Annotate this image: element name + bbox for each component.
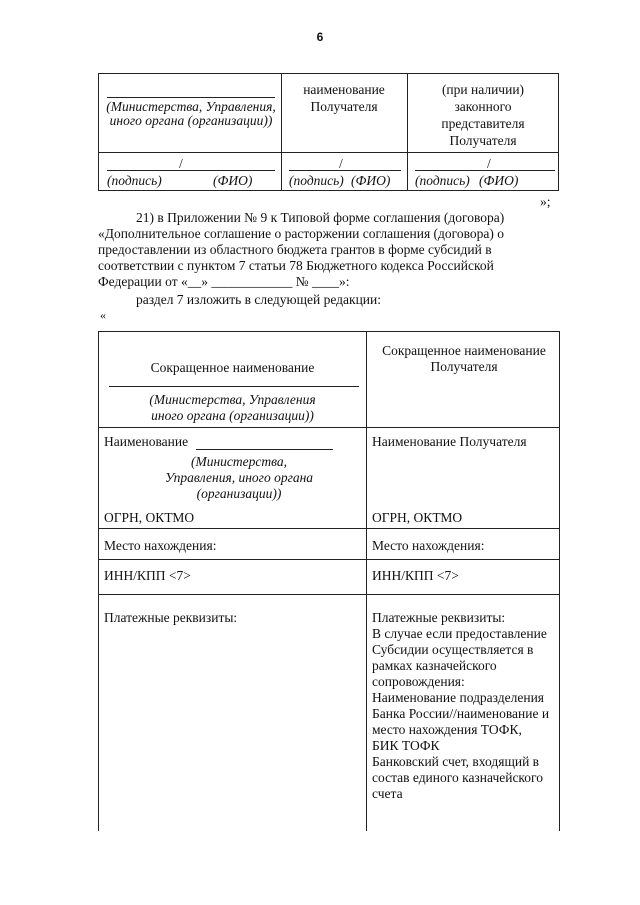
fio-label-3: (ФИО): [479, 173, 519, 188]
signature-line-1: [107, 170, 275, 171]
requisites-table: [98, 331, 560, 831]
fio-label-2: (ФИО): [351, 173, 391, 188]
ministry-caption: (Министерства, Управления, иного органа (организации)): [106, 99, 276, 128]
left-name-label: Наименование: [104, 434, 189, 449]
right-ogrn-label: ОГРН, ОКТМО: [372, 510, 463, 525]
left-short-name-caption: (Министерства, Управления иного органа (организации)): [149, 392, 316, 423]
left-name-line: [196, 449, 333, 450]
fio-label-1: (ФИО): [213, 173, 253, 188]
page-number: 6: [316, 30, 324, 44]
right-location-label: Место нахождения:: [372, 538, 485, 553]
recipient-name-header: наименование Получателя: [303, 82, 385, 114]
ministry-name-line: [107, 97, 275, 98]
amendment-paragraph: 21) в Приложении № 9 к Типовой форме соглашения (договора) «Дополнительное соглашение о расторжении соглашения (договора) о предоставлении из областного бюджета грантов в форме субсидий в соответствии с пунктом 7 статьи 78 Бюджетного кодекса Российской Федерации от «__» ____________ № ____»:: [98, 210, 505, 289]
signature-line-3: [415, 170, 555, 171]
left-location-label: Место нахождения:: [104, 538, 217, 553]
left-payment-label: Платежные реквизиты:: [104, 610, 238, 625]
signature-line-2: [289, 170, 401, 171]
signature-table: [98, 73, 559, 191]
right-payment-details: Платежные реквизиты: В случае если предоставление Субсидии осуществляется в рамках казначейского сопровождения: Наименование подразделения Банка России//наименование и место нахождения ТОФК, БИК ТОФК Банковский счет, входящий в состав единого казначейского счета: [372, 610, 550, 801]
signature-slash-1: /: [179, 156, 183, 171]
right-name-label: Наименование Получателя: [372, 434, 527, 449]
signature-slash-3: /: [487, 156, 491, 171]
signature-slash-2: /: [339, 156, 343, 171]
closing-quote: »;: [540, 194, 551, 209]
sign-label-3: (подпись): [415, 173, 470, 188]
left-inn-label: ИНН/КПП <7>: [104, 568, 191, 583]
sign-label-2: (подпись): [289, 173, 344, 188]
left-short-name-line: [109, 386, 359, 387]
sign-label-1: (подпись): [107, 173, 162, 188]
right-inn-label: ИНН/КПП <7>: [372, 568, 459, 583]
instruction-text: раздел 7 изложить в следующей редакции:: [136, 292, 382, 307]
right-short-name-header: Сокращенное наименование Получателя: [382, 343, 546, 374]
representative-header: (при наличии) законного представителя Получателя: [441, 82, 525, 148]
left-short-name-header: Сокращенное наименование: [150, 360, 315, 375]
open-quote: «: [100, 308, 106, 322]
left-name-caption: (Министерства, Управления, иного органа (организации)): [164, 454, 314, 501]
left-ogrn-label: ОГРН, ОКТМО: [104, 510, 195, 525]
